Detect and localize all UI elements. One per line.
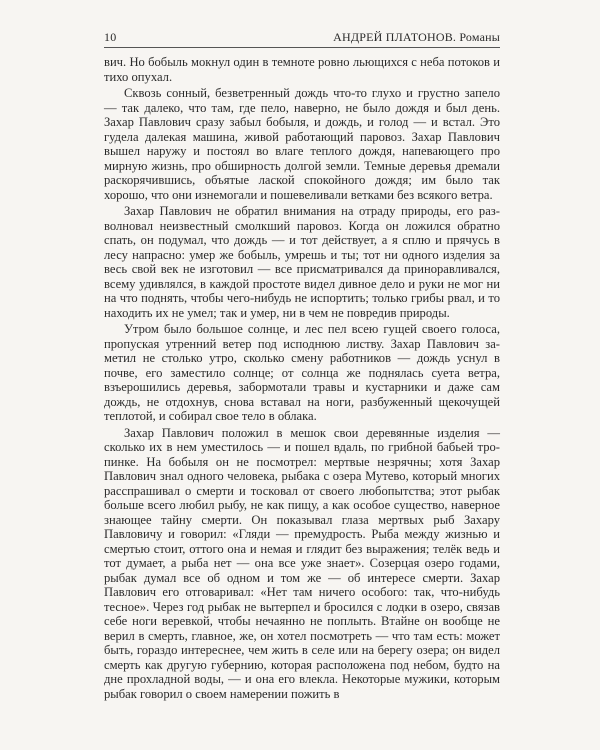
running-head: АНДРЕЙ ПЛАТОНОВ. Романы: [333, 30, 500, 44]
paragraph-4: Утром было большое солнце, и лес пел всею гущей своего голоса, пропуская утренний ветер под исподнюю листву. Захар Павлович заметил не столько утро, сколько смену работников — дождь уснул в почве, его заместило солнце; от солнца же поднялась суета ветра, взъерошились деревья, забормотали травы и кустарники и даже сам дождь, не отдохнув, снова вставал на ноги, разбуженный щекочущей теплотой, и собирал свое тело в облака.: [104, 322, 500, 423]
paragraph-5: Захар Павлович положил в мешок свои деревянные изделия — сколько их в нем уместилось — и пошел вдаль, по грибной бабьей тропинке. На бобыля он не посмотрел: мертвые незрячны; хотя Захар Павлович знал одного человека, рыбака с озера Мутево, который многих расспрашивал о смерти и тосковал от своего любопытства; этот рыбак больше всего любил рыбу, не как пищу, а как особое существо, наверное знающее тайну смерти. Он показывал глаза мертвых рыб Захару Павловичу и говорил: «Гляди — премудрость. Рыба между жизнью и смертью стоит, оттого она и немая и глядит без выражения; телёк ведь и тот думает, а рыба нет — она все уже знает». Созерцая озеро годами, рыбак думал все об одном и том же — об интересе смерти. Захар Павлович его отговаривал: «Нет там ничего особого: так, что-нибудь тесное». Через год рыбак не вытерпел и бросился с лодки в озеро, связав себе ноги веревкой, чтобы нечаянно не поплыть. Втайне он вообще не верил в смерть, главное, же, он хотел посмотреть — что там есть: может быть, гораздо интереснее, чем жить в селе или на берегу озера; он видел смерть как другую губернию, которая расположена под небом, будто на дне прохладной воды, — и она его влекла. Некоторые мужики, которым рыбак говорил о своем намерении пожить в: [104, 425, 500, 701]
page-header: [104, 30, 500, 48]
paragraph-3: Захар Павлович не обратил внимания на отраду природы, его разволновал неизвестный смолкший паровоз. Когда он ложился обратно спать, он подумал, что дождь — и тот действует, а я сплю и прячусь в лесу напрасно: умер же бобыль, умрешь и ты; тот ни одного изделия за весь свой век не изготовил — все присматривался да приноравливался, всему удивлялся, в каждой простоте видел дивное дело и руки не мог ни на что поднять, чтобы чего-нибудь не испортить; только грибы рвал, и то находить их не умел; так и умер, ни в чем не повредив природы.: [104, 204, 500, 320]
body-text: [104, 55, 500, 703]
header-rule: [104, 47, 500, 48]
page-number: 10: [104, 30, 117, 44]
paragraph-1: вич. Но бобыль мокнул один в темноте ровно льющихся с неба потоков и тихо опухал.: [104, 55, 500, 84]
paragraph-2: Сквозь сонный, безветренный дождь что-то глухо и грустно запело — так далеко, что там, где пело, наверно, не было дождя и был день. Захар Павлович сразу забыл бобыля, и дождь, и голод — и встал. Это гудела далекая машина, живой работающий паровоз. Захар Павлович вышел наружу и постоял во влаге теплого дождя, напевающего про мирную жизнь, про обширность долгой земли. Темные деревья дремали раскорячившись, объятые лаской спокойного дождя; им было так хорошо, что они изнемогали и пошевеливали ветками без всякого ветра.: [104, 86, 500, 202]
